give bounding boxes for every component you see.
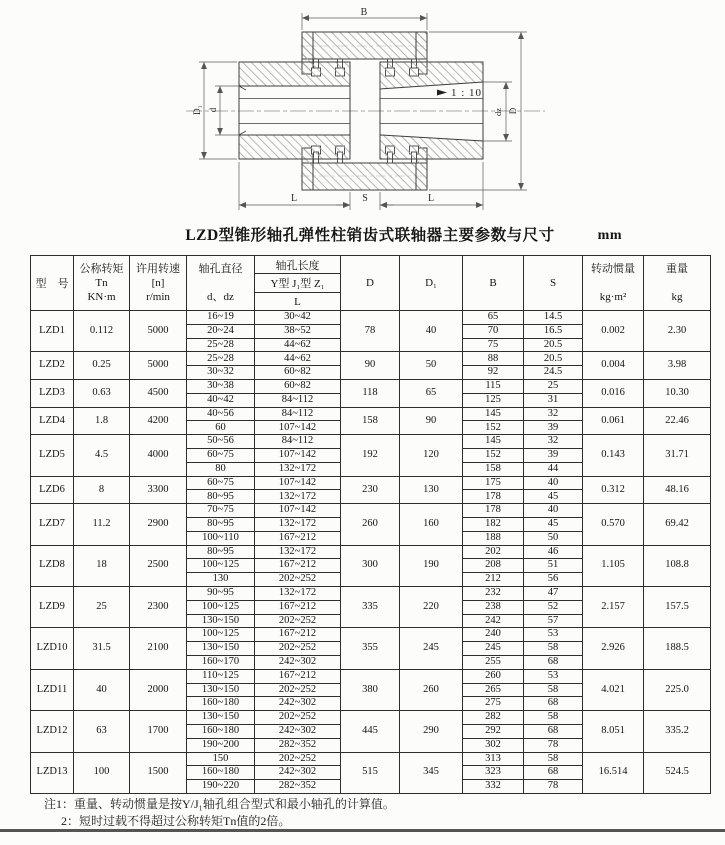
weight-cell: 335.2 [644,711,711,752]
bore-diameter-cell: 100~110 [187,531,255,545]
speed-cell: 5000 [130,352,187,380]
model-cell: LZD3 [31,379,74,407]
S-cell: 25 [524,379,583,393]
bore-length-types-header: Y型 J₁型 Z₁ [255,274,341,293]
torque-cell: 0.63 [74,379,130,407]
S-cell: 78 [524,780,583,794]
bore-length-cell: 202~252 [255,711,341,725]
weight-cell: 524.5 [644,752,711,793]
bore-length-cell: 242~302 [255,655,341,669]
B-cell: 145 [463,435,524,449]
S-cell: 32 [524,435,583,449]
torque-cell: 0.112 [74,311,130,352]
table-row [31,352,711,366]
bore-length-cell: 167~212 [255,559,341,573]
bore-length-header: 轴孔长度 [255,256,341,274]
inertia-cell: 2.157 [583,586,644,627]
S-cell: 53 [524,669,583,683]
bore-length-l-header: L [255,293,341,311]
speed-cell: 1700 [130,711,187,752]
D-header: D [341,256,400,311]
bore-diameter-cell: 50~56 [187,435,255,449]
B-header: B [463,256,524,311]
bore-diameter-cell: 160~180 [187,766,255,780]
speed-header-lines: 许用转速 [n] r/min [136,262,180,303]
dim-label-s: S [362,193,368,204]
speed-cell: 2000 [130,669,187,710]
speed-header [130,256,187,311]
speed-cell: 2100 [130,628,187,669]
inertia-cell: 2.926 [583,628,644,669]
bore-diameter-cell: 130~150 [187,614,255,628]
bore-length-cell: 132~172 [255,517,341,531]
inertia-cell: 0.004 [583,352,644,380]
inertia-header-lines: 转动惯量 kg·m² [591,262,635,303]
S-cell: 16.5 [524,324,583,338]
note-2: 2：短时过载不得超过公称转矩Tn值的2倍。 [61,813,291,828]
inertia-cell: 0.061 [583,407,644,435]
S-cell: 14.5 [524,311,583,325]
bore-length-cell: 167~212 [255,628,341,642]
table-row [31,669,711,683]
torque-cell: 63 [74,711,130,752]
B-cell: 115 [463,379,524,393]
weight-cell: 2.30 [644,311,711,352]
weight-cell: 225.0 [644,669,711,710]
bore-diameter-header [187,256,255,311]
B-cell: 260 [463,669,524,683]
bore-diameter-cell: 160~180 [187,724,255,738]
inertia-cell: 0.002 [583,311,644,352]
inertia-cell: 16.514 [583,752,644,793]
D1-cell: 50 [400,352,463,380]
D-cell: 260 [341,504,400,545]
speed-cell: 3300 [130,476,187,504]
model-header: 型 号 [31,256,74,311]
note-1: 注1：重量、转动惯量是按Y/J₁轴孔组合型式和最小轴孔的计算值。 [44,797,395,811]
S-cell: 32 [524,407,583,421]
model-cell: LZD1 [31,311,74,352]
B-cell: 232 [463,586,524,600]
model-cell: LZD6 [31,476,74,504]
bore-diameter-cell: 60~75 [187,448,255,462]
table-row [31,504,711,518]
bottom-rule [0,829,725,832]
D-cell: 78 [341,311,400,352]
page-title: LZD型锥形轴孔弹性柱销齿式联轴器主要参数与尺寸 [185,227,555,244]
bore-length-cell: 167~212 [255,531,341,545]
bore-diameter-cell: 70~75 [187,504,255,518]
dim-label-d: d [208,107,218,113]
bore-length-cell: 202~252 [255,573,341,587]
model-cell: LZD8 [31,545,74,586]
B-cell: 323 [463,766,524,780]
torque-cell: 25 [74,586,130,627]
dim-label-b: B [360,7,368,18]
model-cell: LZD9 [31,586,74,627]
D-cell: 515 [341,752,400,793]
inertia-cell: 0.016 [583,379,644,407]
S-cell: 52 [524,600,583,614]
D-cell: 355 [341,628,400,669]
B-cell: 88 [463,352,524,366]
B-cell: 282 [463,711,524,725]
weight-header-lines: 重量 kg [666,262,688,303]
D1-header: D₁ [400,256,463,311]
S-cell: 58 [524,642,583,656]
notes [44,796,395,829]
table-row [31,545,711,559]
D1-cell: 260 [400,669,463,710]
bore-length-cell: 282~352 [255,780,341,794]
model-cell: LZD10 [31,628,74,669]
B-cell: 202 [463,545,524,559]
dim-label-l-left: L [290,193,298,204]
bore-length-cell: 132~172 [255,490,341,504]
B-cell: 275 [463,697,524,711]
S-cell: 44 [524,462,583,476]
D-cell: 90 [341,352,400,380]
bore-diameter-header-lines: 轴孔直径 d、dz [198,262,243,303]
bore-length-cell: 242~302 [255,697,341,711]
speed-cell: 2900 [130,504,187,545]
bore-length-cell: 107~142 [255,448,341,462]
speed-cell: 4200 [130,407,187,435]
bore-length-cell: 30~42 [255,311,341,325]
B-cell: 240 [463,628,524,642]
bore-diameter-cell: 25~28 [187,352,255,366]
dim-label-l-right: L [427,193,435,204]
bore-diameter-cell: 100~125 [187,600,255,614]
B-cell: 292 [463,724,524,738]
bore-diameter-cell: 160~170 [187,655,255,669]
B-cell: 332 [463,780,524,794]
bore-diameter-cell: 30~32 [187,366,255,380]
D-cell: 300 [341,545,400,586]
weight-cell: 48.16 [644,476,711,504]
B-cell: 265 [463,683,524,697]
bore-diameter-cell: 80~95 [187,517,255,531]
bore-diameter-cell: 160~180 [187,697,255,711]
S-cell: 53 [524,628,583,642]
B-cell: 178 [463,504,524,518]
bore-length-cell: 107~142 [255,421,341,435]
bore-diameter-cell: 110~125 [187,669,255,683]
S-cell: 39 [524,448,583,462]
B-cell: 145 [463,407,524,421]
bore-length-cell: 202~252 [255,752,341,766]
D1-cell: 160 [400,504,463,545]
weight-cell: 69.42 [644,504,711,545]
D-cell: 230 [341,476,400,504]
speed-cell: 4500 [130,379,187,407]
model-cell: LZD12 [31,711,74,752]
S-cell: 58 [524,683,583,697]
S-cell: 20.5 [524,338,583,352]
D-cell: 445 [341,711,400,752]
weight-cell: 10.30 [644,379,711,407]
table-row [31,476,711,490]
table-row [31,752,711,766]
model-cell: LZD5 [31,435,74,476]
bore-diameter-cell: 100~125 [187,559,255,573]
model-cell: LZD7 [31,504,74,545]
bore-diameter-cell: 90~95 [187,586,255,600]
S-cell: 50 [524,531,583,545]
bore-diameter-cell: 40~42 [187,393,255,407]
torque-cell: 31.5 [74,628,130,669]
torque-cell: 40 [74,669,130,710]
bore-diameter-cell: 190~200 [187,738,255,752]
torque-cell: 8 [74,476,130,504]
bore-diameter-cell: 190~220 [187,780,255,794]
bore-length-cell: 44~62 [255,352,341,366]
S-cell: 46 [524,545,583,559]
weight-cell: 3.98 [644,352,711,380]
bore-length-cell: 44~62 [255,338,341,352]
B-cell: 178 [463,490,524,504]
model-cell: LZD13 [31,752,74,793]
torque-cell: 18 [74,545,130,586]
bore-diameter-cell: 30~38 [187,379,255,393]
speed-cell: 2500 [130,545,187,586]
D1-cell: 290 [400,711,463,752]
bore-length-cell: 242~302 [255,724,341,738]
torque-cell: 100 [74,752,130,793]
S-cell: 20.5 [524,352,583,366]
taper-annotation [437,87,482,99]
taper-arrow-icon [437,90,447,96]
S-cell: 68 [524,766,583,780]
B-cell: 212 [463,573,524,587]
bore-diameter-cell: 150 [187,752,255,766]
S-cell: 31 [524,393,583,407]
D1-cell: 90 [400,407,463,435]
bore-diameter-cell: 100~125 [187,628,255,642]
speed-cell: 4000 [130,435,187,476]
inertia-header [583,256,644,311]
bore-diameter-cell: 80~95 [187,490,255,504]
bore-diameter-cell: 130~150 [187,711,255,725]
bore-length-cell: 132~172 [255,586,341,600]
D1-cell: 65 [400,379,463,407]
bore-diameter-cell: 130~150 [187,642,255,656]
B-cell: 182 [463,517,524,531]
S-cell: 58 [524,752,583,766]
unit-label: mm [597,228,622,243]
bore-diameter-cell: 130~150 [187,683,255,697]
bore-diameter-cell: 60 [187,421,255,435]
B-cell: 75 [463,338,524,352]
D-cell: 118 [341,379,400,407]
B-cell: 92 [463,366,524,380]
torque-header [74,256,130,311]
B-cell: 242 [463,614,524,628]
bore-diameter-cell: 20~24 [187,324,255,338]
D1-cell: 130 [400,476,463,504]
right-hub [380,62,483,159]
bore-diameter-cell: 80 [187,462,255,476]
bore-length-cell: 202~252 [255,683,341,697]
B-cell: 125 [463,393,524,407]
taper-label: 1 : 10 [451,87,483,99]
B-cell: 65 [463,311,524,325]
speed-cell: 2300 [130,586,187,627]
model-cell: LZD2 [31,352,74,380]
S-cell: 68 [524,724,583,738]
bore-length-cell: 107~142 [255,476,341,490]
inertia-cell: 8.051 [583,711,644,752]
bore-diameter-cell: 16~19 [187,311,255,325]
D-cell: 380 [341,669,400,710]
bore-diameter-cell: 25~28 [187,338,255,352]
D1-cell: 120 [400,435,463,476]
B-cell: 152 [463,421,524,435]
inertia-cell: 1.105 [583,545,644,586]
D-cell: 158 [341,407,400,435]
B-cell: 245 [463,642,524,656]
inertia-cell: 0.312 [583,476,644,504]
B-cell: 70 [463,324,524,338]
table-row [31,435,711,449]
B-cell: 255 [463,655,524,669]
torque-cell: 11.2 [74,504,130,545]
weight-cell: 108.8 [644,545,711,586]
B-cell: 238 [463,600,524,614]
S-cell: 47 [524,586,583,600]
D1-cell: 220 [400,586,463,627]
bore-length-cell: 132~172 [255,545,341,559]
D1-cell: 245 [400,628,463,669]
B-cell: 313 [463,752,524,766]
B-cell: 188 [463,531,524,545]
S-cell: 68 [524,655,583,669]
S-cell: 40 [524,476,583,490]
bore-length-cell: 60~82 [255,366,341,380]
B-cell: 208 [463,559,524,573]
S-cell: 39 [524,421,583,435]
table-row [31,407,711,421]
torque-header-lines: 公称转矩 Tn KN·m [79,262,124,303]
torque-cell: 1.8 [74,407,130,435]
bore-length-cell: 167~212 [255,600,341,614]
left-hub [239,62,350,159]
S-cell: 68 [524,697,583,711]
dim-label-dz: dz [493,107,503,117]
bore-length-cell: 132~172 [255,462,341,476]
B-cell: 152 [463,448,524,462]
bore-length-cell: 202~252 [255,614,341,628]
bore-length-cell: 84~112 [255,407,341,421]
weight-cell: 157.5 [644,586,711,627]
bore-length-cell: 107~142 [255,504,341,518]
bore-length-cell: 202~252 [255,642,341,656]
D1-cell: 40 [400,311,463,352]
S-cell: 51 [524,559,583,573]
inertia-cell: 4.021 [583,669,644,710]
table-row [31,711,711,725]
bore-diameter-cell: 80~95 [187,545,255,559]
S-cell: 78 [524,738,583,752]
S-cell: 45 [524,490,583,504]
bore-length-cell: 282~352 [255,738,341,752]
weight-header [644,256,711,311]
table-row [31,311,711,325]
S-header: S [524,256,583,311]
B-cell: 175 [463,476,524,490]
S-cell: 58 [524,711,583,725]
D1-cell: 190 [400,545,463,586]
header-row [31,256,711,274]
params-table [30,255,711,794]
speed-cell: 5000 [130,311,187,352]
dim-label-big-d: D [508,107,518,115]
inertia-cell: 0.143 [583,435,644,476]
weight-cell: 31.71 [644,435,711,476]
table-row [31,379,711,393]
S-cell: 57 [524,614,583,628]
weight-cell: 188.5 [644,628,711,669]
coupling-section-drawing [0,2,725,222]
inertia-cell: 0.570 [583,504,644,545]
model-cell: LZD4 [31,407,74,435]
weight-cell: 22.46 [644,407,711,435]
S-cell: 40 [524,504,583,518]
B-cell: 302 [463,738,524,752]
bore-diameter-cell: 130 [187,573,255,587]
speed-cell: 1500 [130,752,187,793]
bore-length-cell: 60~82 [255,379,341,393]
bore-length-cell: 84~112 [255,435,341,449]
table-row [31,586,711,600]
S-cell: 56 [524,573,583,587]
D-cell: 335 [341,586,400,627]
bore-length-cell: 38~52 [255,324,341,338]
dim-label-d1: D₁ [192,105,202,115]
bore-length-cell: 242~302 [255,766,341,780]
bore-length-cell: 167~212 [255,669,341,683]
D1-cell: 345 [400,752,463,793]
torque-cell: 4.5 [74,435,130,476]
bore-diameter-cell: 40~56 [187,407,255,421]
S-cell: 24.5 [524,366,583,380]
table-row [31,628,711,642]
title-row [30,223,710,249]
bore-length-cell: 84~112 [255,393,341,407]
bore-diameter-cell: 60~75 [187,476,255,490]
D-cell: 192 [341,435,400,476]
torque-cell: 0.25 [74,352,130,380]
S-cell: 45 [524,517,583,531]
model-cell: LZD11 [31,669,74,710]
B-cell: 158 [463,462,524,476]
